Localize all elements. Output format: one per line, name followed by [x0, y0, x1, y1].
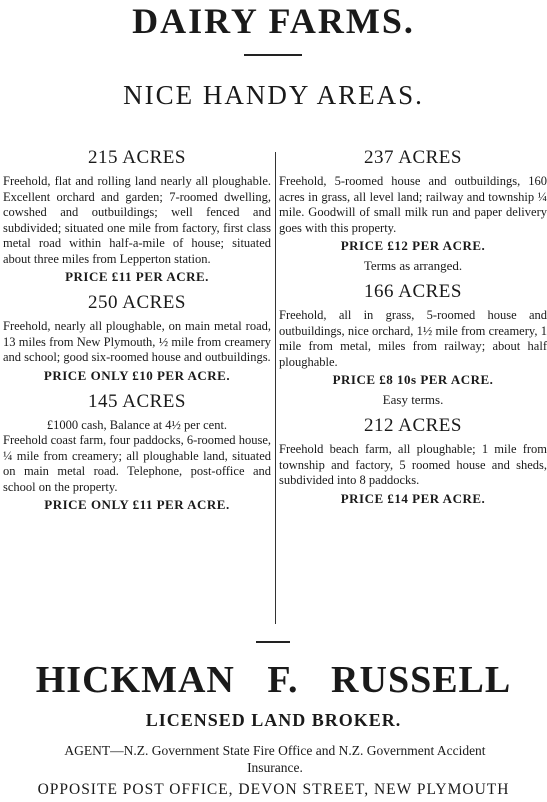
left-column: [3, 146, 271, 519]
right-column: [279, 146, 547, 513]
listing-acres: 215 ACRES: [88, 147, 186, 168]
listing-description: Freehold coast farm, four paddocks, 6-roomed house, ¼ mile from creamery; all ploughable land, situated on main metal road. Telephone, post-office and school on the property.: [3, 433, 271, 494]
listing-price: PRICE £12 PER ACRE.: [340, 238, 486, 253]
listing-description: Freehold, all in grass, 5-roomed house and outbuildings, nice orchard, 1½ mile from creamery, 1 mile from metal, miles from railway; about half ploughable.: [279, 308, 547, 369]
listing-237-acres: [279, 146, 547, 274]
title-divider: [244, 54, 302, 56]
footer-divider: [256, 641, 290, 643]
page-title: DAIRY FARMS.: [132, 1, 415, 41]
listing-acres: 250 ACRES: [88, 292, 186, 313]
agent-line: AGENT—N.Z. Government State Fire Office and N.Z. Government Accident Insurance.: [64, 743, 486, 775]
listing-price: PRICE ONLY £11 PER ACRE.: [44, 497, 230, 512]
listing-price: PRICE ONLY £10 PER ACRE.: [43, 367, 231, 383]
page-subtitle: NICE HANDY AREAS.: [123, 80, 424, 110]
listing-acres: 166 ACRES: [364, 281, 462, 302]
broker-name: HICKMAN F. RUSSELL: [35, 659, 512, 701]
listing-price: PRICE £11 PER ACRE.: [65, 269, 209, 284]
listing-212-acres: [279, 414, 547, 507]
listing-terms: Easy terms.: [382, 392, 444, 407]
listing-250-acres: [3, 291, 271, 384]
listing-terms: Terms as arranged.: [363, 258, 463, 273]
listing-acres: 237 ACRES: [364, 147, 462, 168]
listing-215-acres: [3, 146, 271, 285]
column-divider: [275, 152, 276, 624]
listing-166-acres: [279, 280, 547, 408]
listing-description: Freehold, flat and rolling land nearly all ploughable. Excellent orchard and garden; 7-roomed dwelling, cowshed and outbuildings; well fenced and subdivided; situated one mile from factory, first class metal road within half-a-mile of house; situated about three miles from Lepperton station.: [3, 174, 271, 266]
listing-acres: 145 ACRES: [88, 390, 186, 412]
listing-description: Freehold beach farm, all ploughable; 1 mile from township and factory, 5 roomed house and sheds, subdivided into 8 paddocks.: [279, 442, 547, 487]
listing-price: PRICE £8 10s PER ACRE.: [332, 372, 494, 387]
listing-description: Freehold, 5-roomed house and outbuildings, 160 acres in grass, all level land; railway and township ¼ mile. Goodwill of small milk run and paper delivery goes with this property.: [279, 174, 547, 235]
listing-payment-note: £1000 cash, Balance at 4½ per cent.: [46, 417, 228, 432]
listing-acres: 212 ACRES: [364, 415, 462, 436]
office-address: OPPOSITE POST OFFICE, DEVON STREET, NEW PLYMOUTH: [37, 781, 510, 798]
listing-price: PRICE £14 PER ACRE.: [340, 490, 486, 506]
listing-145-acres: [3, 390, 271, 514]
listing-description: Freehold, nearly all ploughable, on main metal road, 13 miles from New Plymouth, ½ mile from creamery and school; good six-roomed house and outbuildings.: [3, 319, 271, 364]
broker-license: LICENSED LAND BROKER.: [145, 710, 402, 730]
